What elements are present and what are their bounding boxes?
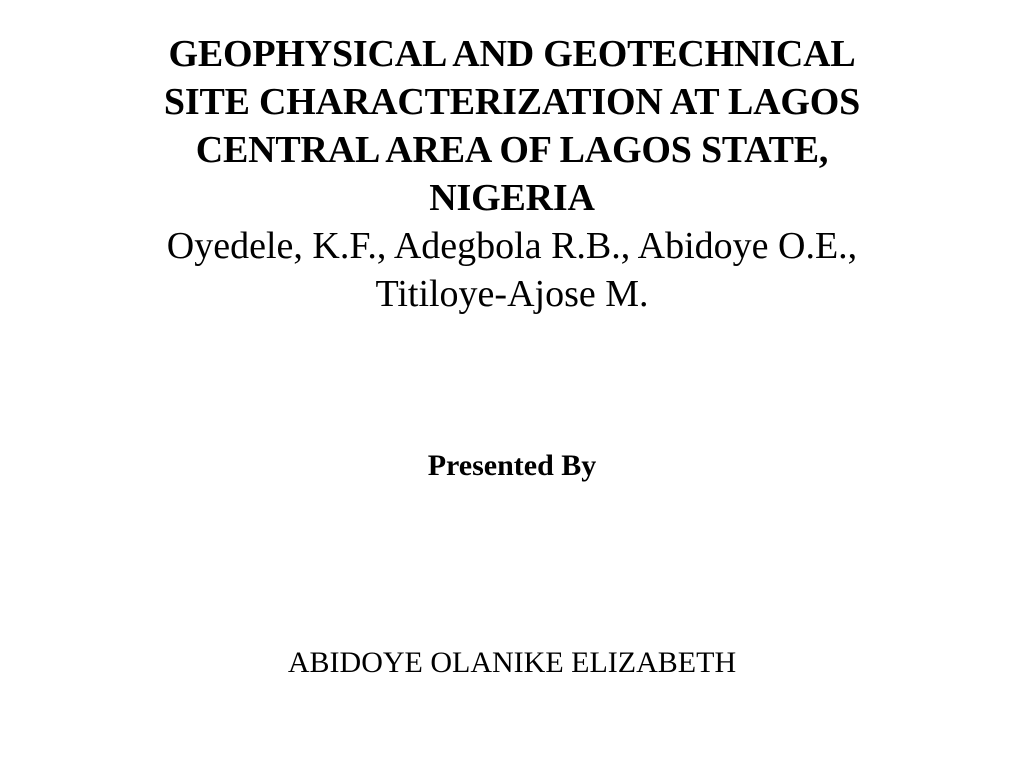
author-line: Titiloye-Ajose M.: [375, 273, 649, 315]
author-list: [60, 222, 964, 318]
presenter-name: ABIDOYE OLANIKE ELIZABETH: [287, 646, 737, 679]
title-line: GEOPHYSICAL AND GEOTECHNICAL: [168, 33, 856, 75]
title-block: [60, 30, 964, 318]
slide-title: [60, 30, 964, 222]
presented-by-label: Presented By: [427, 449, 597, 482]
title-line: NIGERIA: [429, 177, 595, 219]
author-line: Oyedele, K.F., Adegbola R.B., Abidoye O.E.,: [166, 225, 858, 267]
title-line: CENTRAL AREA OF LAGOS STATE,: [195, 129, 829, 171]
title-line: SITE CHARACTERIZATION AT LAGOS: [163, 81, 861, 123]
